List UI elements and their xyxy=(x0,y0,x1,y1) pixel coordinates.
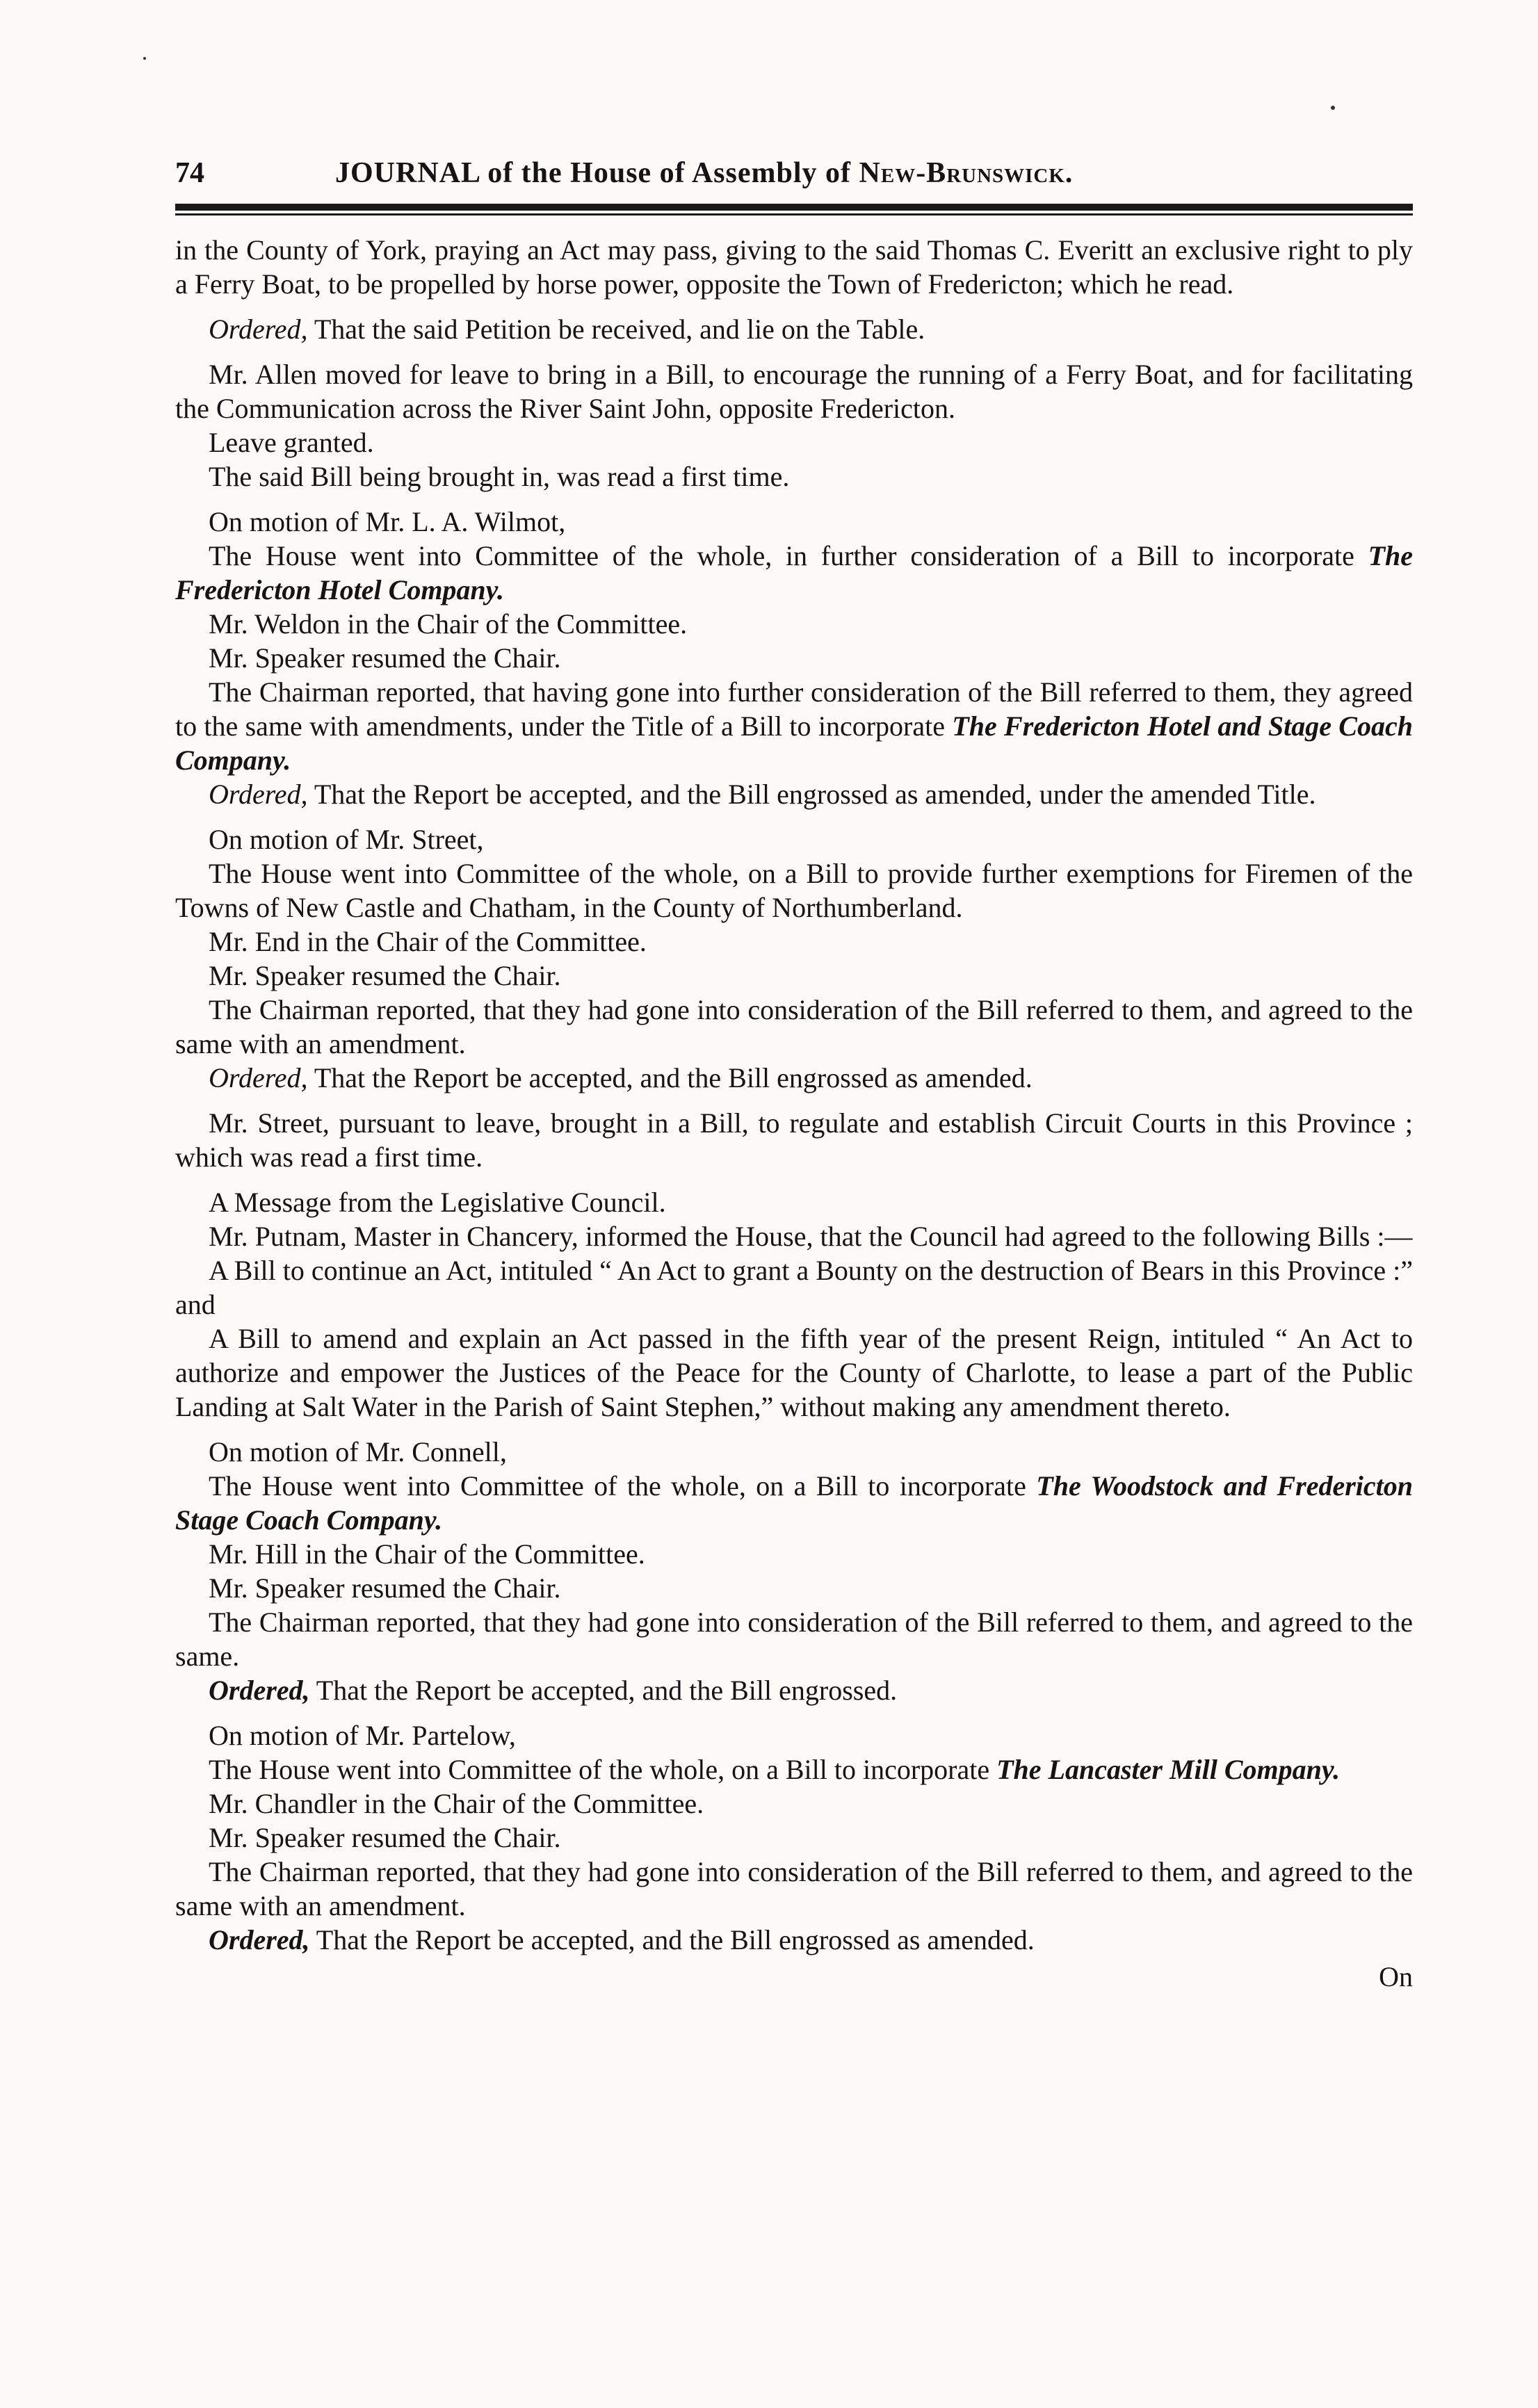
paragraph: Mr. End in the Chair of the Committee. xyxy=(209,926,647,957)
paragraph: Mr. Speaker resumed the Chair. xyxy=(209,642,561,674)
paragraph: Mr. Allen moved for leave to bring in a Bill, to encourage the running of a Ferry Boat, and for facilitating the Communication across the River Saint John, opposite Fredericton. xyxy=(175,359,1413,424)
paragraph: On motion of Mr. L. A. Wilmot, xyxy=(209,506,566,537)
journal-body xyxy=(175,233,1413,1994)
header-rule-thin xyxy=(175,213,1413,215)
paragraph: The House went into Committee of the whole, on a Bill to incorporate The Lancaster Mill Company. xyxy=(209,1754,1341,1785)
paragraph: The House went into Committee of the whole, on a Bill to incorporate The Woodstock and Fredericton Stage Coach Company. xyxy=(175,1470,1413,1536)
paragraph: Mr. Speaker resumed the Chair. xyxy=(209,1572,561,1604)
paragraph: The Chairman reported, that they had gone into consideration of the Bill referred to them, and agreed to the same. xyxy=(175,1606,1413,1672)
paragraph: Mr. Weldon in the Chair of the Committee. xyxy=(209,608,688,640)
paragraph: Ordered, That the Report be accepted, and the Bill engrossed as amended. xyxy=(209,1062,1033,1093)
paragraph: Leave granted. xyxy=(209,427,374,458)
paragraph: On motion of Mr. Connell, xyxy=(209,1436,507,1467)
paragraph: Ordered, That the Report be accepted, and the Bill engrossed as amended. xyxy=(209,1924,1035,1955)
paragraph: Ordered, That the Report be accepted, and the Bill engrossed. xyxy=(209,1675,898,1706)
journal-page xyxy=(175,156,1413,1992)
paragraph: Mr. Street, pursuant to leave, brought in a Bill, to regulate and establish Circuit Courts in this Province ; which was read a first time. xyxy=(175,1107,1413,1173)
paragraph: The House went into Committee of the whole, in further consideration of a Bill to incorporate The Fredericton Hotel Company. xyxy=(175,540,1413,605)
paragraph: On motion of Mr. Partelow, xyxy=(209,1720,516,1751)
catchword: On xyxy=(1379,1961,1413,1992)
running-head xyxy=(335,156,1073,190)
running-head-title: JOURNAL of the House of Assembly of xyxy=(335,157,852,189)
paragraph: Ordered, That the Report be accepted, and the Bill engrossed as amended, under the amended Title. xyxy=(209,779,1316,810)
paragraph: Mr. Speaker resumed the Chair. xyxy=(209,960,561,991)
page-header xyxy=(175,156,1413,205)
paragraph: A Bill to continue an Act, intituled “ An Act to grant a Bounty on the destruction of Bears in this Province :” and xyxy=(175,1255,1413,1320)
ink-speck xyxy=(1331,106,1335,110)
paragraph: A Message from the Legislative Council. xyxy=(209,1187,666,1218)
page-number: 74 xyxy=(175,157,204,189)
paragraph: The Chairman reported, that having gone into further consideration of the Bill referred to them, they agreed to the same with amendments, under the Title of a Bill to incorporate The Fredericton Hotel and Stage Coach Company. xyxy=(175,676,1413,776)
paragraph: in the County of York, praying an Act may pass, giving to the said Thomas C. Everitt an exclusive right to ply a Ferry Boat, to be propelled by horse power, opposite the Town of Fredericton; which he read. xyxy=(175,234,1413,300)
paragraph: Mr. Putnam, Master in Chancery, informed the House, that the Council had agreed to the following Bills :— xyxy=(209,1221,1413,1252)
paragraph: Mr. Speaker resumed the Chair. xyxy=(209,1822,561,1853)
running-head-province: New-Brunswick. xyxy=(859,157,1074,189)
ink-speck xyxy=(143,57,146,60)
paragraph: The Chairman reported, that they had gone into consideration of the Bill referred to them, and agreed to the same with an amendment. xyxy=(175,994,1413,1059)
paragraph: The Chairman reported, that they had gone into consideration of the Bill referred to them, and agreed to the same with an amendment. xyxy=(175,1856,1413,1921)
paragraph: A Bill to amend and explain an Act passed in the fifth year of the present Reign, intituled “ An Act to authorize and empower the Justices of the Peace for the County of Charlotte, to lease a part of the Public Landing at Salt Water in the Parish of Saint Stephen,” without making any amendment thereto. xyxy=(175,1323,1413,1422)
paragraph: The said Bill being brought in, was read a first time. xyxy=(209,461,790,492)
paragraph: On motion of Mr. Street, xyxy=(209,824,484,855)
header-rule-thick xyxy=(175,204,1413,211)
paragraph: Ordered, That the said Petition be received, and lie on the Table. xyxy=(209,314,925,345)
paragraph: The House went into Committee of the whole, on a Bill to provide further exemptions for Firemen of the Towns of New Castle and Chatham, in the County of Northumberland. xyxy=(175,858,1413,923)
paragraph: Mr. Chandler in the Chair of the Committee. xyxy=(209,1788,704,1819)
paragraph: Mr. Hill in the Chair of the Committee. xyxy=(209,1538,645,1570)
